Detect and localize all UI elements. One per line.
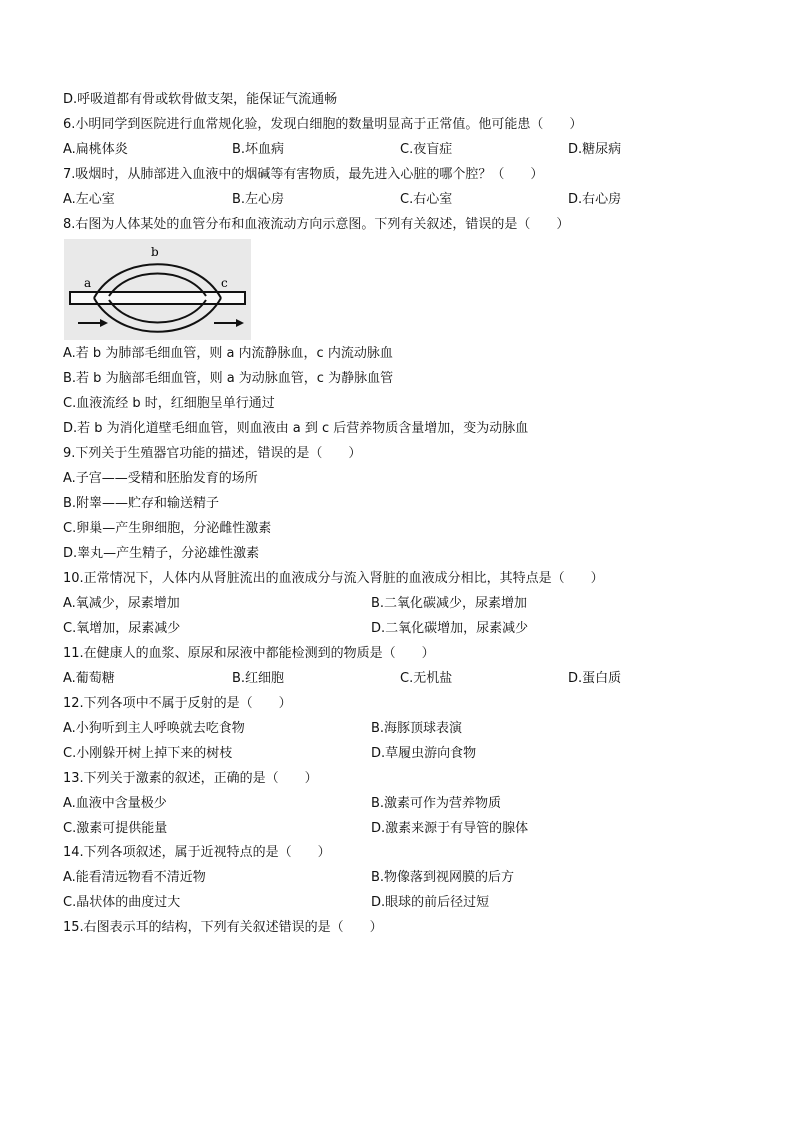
q12-option-c: C.小刚躲开树上掉下来的树枝 (63, 746, 233, 761)
question-15: 15.右图表示耳的结构，下列有关叙述错误的是（ ） (63, 920, 383, 935)
q6-option-c: C.夜盲症 (400, 142, 453, 157)
q13-option-d: D.激素来源于有导管的腺体 (371, 821, 529, 836)
q11-option-b: B.红细胞 (232, 671, 285, 686)
q5-option-d: D.呼吸道都有骨或软骨做支架，能保证气流通畅 (63, 92, 338, 107)
q8-option-d: D.若 b 为消化道壁毛细血管，则血液由 a 到 c 后营养物质含量增加，变为动脉血 (63, 421, 529, 436)
question-7: 7.吸烟时，从肺部进入血液中的烟碱等有害物质，最先进入心脏的哪个腔？（ ） (63, 167, 544, 182)
q6-option-d: D.糖尿病 (568, 142, 622, 157)
question-9: 9.下列关于生殖器官功能的描述，错误的是（ ） (63, 446, 362, 461)
question-8: 8.右图为人体某处的血管分布和血液流动方向示意图。下列有关叙述，错误的是（ ） (63, 217, 570, 232)
q7-option-b: B.左心房 (232, 192, 285, 207)
question-13: 13.下列关于激素的叙述，正确的是（ ） (63, 771, 318, 786)
question-10: 10.正常情况下，人体内从肾脏流出的血液成分与流入肾脏的血液成分相比，其特点是（ ） (63, 571, 604, 586)
q10-option-b: B.二氧化碳减少，尿素增加 (371, 596, 528, 611)
q14-option-c: C.晶状体的曲度过大 (63, 895, 181, 910)
question-12: 12.下列各项中不属于反射的是（ ） (63, 696, 292, 711)
q13-option-a: A.血液中含量极少 (63, 796, 167, 811)
q11-option-a: A.葡萄糖 (63, 671, 115, 686)
q8-option-c: C.血液流经 b 时，红细胞呈单行通过 (63, 396, 275, 411)
q14-option-d: D.眼球的前后径过短 (371, 895, 490, 910)
q12-option-b: B.海豚顶球表演 (371, 721, 463, 736)
arrow-right-icon (214, 319, 244, 327)
q6-option-b: B.坏血病 (232, 142, 285, 157)
q9-option-c: C.卵巢—产生卵细胞，分泌雌性激素 (63, 521, 272, 536)
q7-option-d: D.右心房 (568, 192, 622, 207)
arrow-right-icon (78, 319, 108, 327)
q9-option-a: A.子宫——受精和胚胎发育的场所 (63, 471, 258, 486)
q10-option-c: C.氧增加，尿素减少 (63, 621, 181, 636)
q6-option-a: A.扁桃体炎 (63, 142, 128, 157)
q12-option-d: D.草履虫游向食物 (371, 746, 477, 761)
q7-option-a: A.左心室 (63, 192, 115, 207)
question-6: 6.小明同学到医院进行血常规化验，发现白细胞的数量明显高于正常值。他可能患（ ） (63, 117, 583, 132)
label-b: b (151, 245, 159, 259)
blood-vessel-diagram (64, 239, 251, 340)
label-c: c (221, 276, 228, 290)
question-14: 14.下列各项叙述，属于近视特点的是（ ） (63, 845, 331, 860)
q10-option-d: D.二氧化碳增加，尿素减少 (371, 621, 529, 636)
q9-option-b: B.附睾——贮存和输送精子 (63, 496, 220, 511)
label-a: a (84, 276, 92, 290)
q13-option-c: C.激素可提供能量 (63, 821, 168, 836)
q9-option-d: D.睾丸—产生精子，分泌雄性激素 (63, 546, 260, 561)
q7-option-c: C.右心室 (400, 192, 453, 207)
q8-option-b: B.若 b 为脑部毛细血管，则 a 为动脉血管，c 为静脉血管 (63, 371, 394, 386)
question-11: 11.在健康人的血浆、原尿和尿液中都能检测到的物质是（ ） (63, 646, 435, 661)
q14-option-b: B.物像落到视网膜的后方 (371, 870, 515, 885)
q13-option-b: B.激素可作为营养物质 (371, 796, 502, 811)
q11-option-c: C.无机盐 (400, 671, 453, 686)
q8-option-a: A.若 b 为肺部毛细血管，则 a 内流静脉血，c 内流动脉血 (63, 346, 393, 361)
q11-option-d: D.蛋白质 (568, 671, 622, 686)
q12-option-a: A.小狗听到主人呼唤就去吃食物 (63, 721, 245, 736)
q10-option-a: A.氧减少，尿素增加 (63, 596, 180, 611)
blood-vessel-svg (64, 239, 251, 340)
q14-option-a: A.能看清远物看不清近物 (63, 870, 206, 885)
